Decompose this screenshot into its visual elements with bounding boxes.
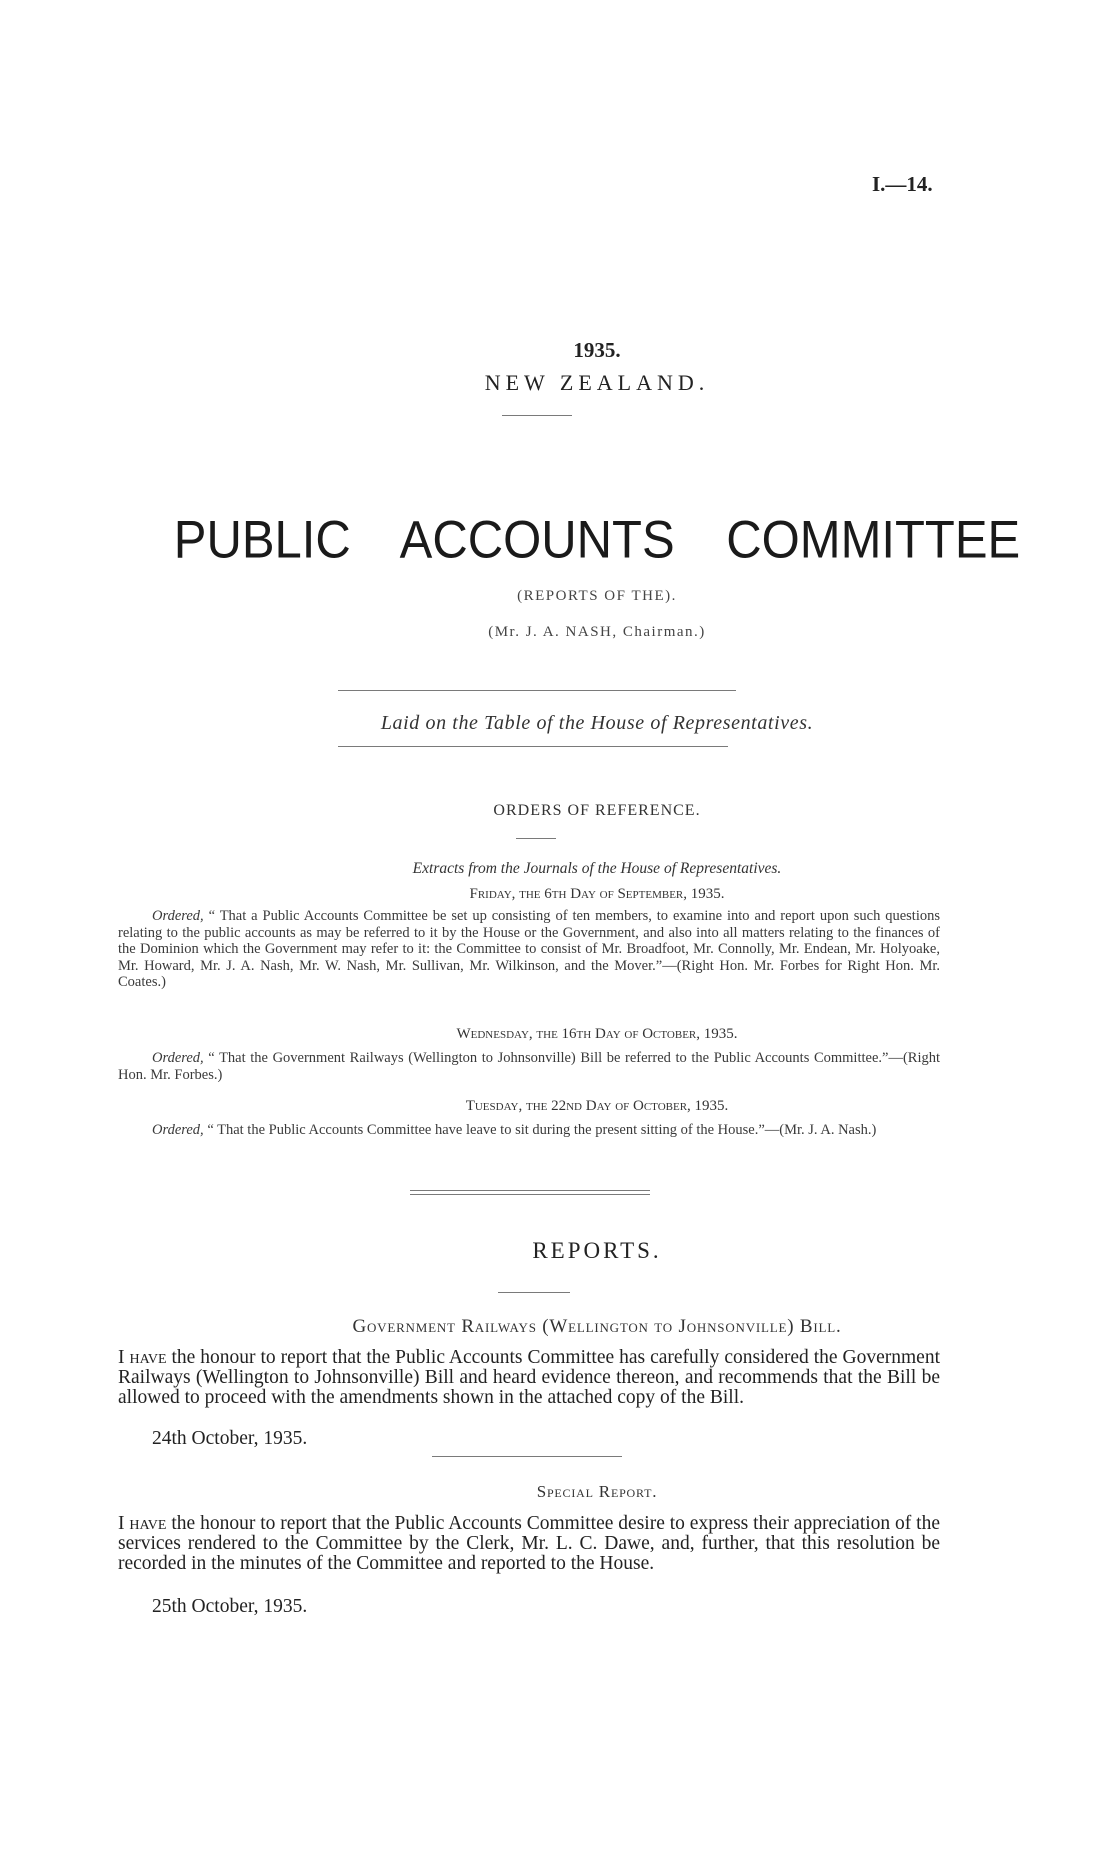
reports-heading: REPORTS.	[532, 1238, 662, 1263]
report-title: Government Railways (Wellington to Johnsonville) Bill.	[352, 1316, 842, 1337]
divider	[410, 1194, 650, 1195]
order-paragraph	[118, 1122, 940, 1139]
divider	[502, 415, 572, 416]
laid-on-table: Laid on the Table of the House of Representatives.	[380, 712, 814, 734]
report-paragraph	[118, 1348, 940, 1408]
ordered-label: Ordered,	[152, 1050, 204, 1066]
order-paragraph	[118, 1050, 940, 1083]
report-lead: I have	[118, 1347, 167, 1368]
main-title: PUBLIC ACCOUNTS COMMITTEE	[173, 511, 1021, 570]
order-date: Wednesday, the 16th Day of October, 1935.	[456, 1026, 738, 1042]
order-text: “ That a Public Accounts Committee be set up consisting of ten members, to examine into and report upon such questions relating to the public accounts as may be referred to it by the House or the Government, and also into all matters relating to the finances of the Dominion which the Government may refer to it: the Committee to consist of Mr. Broadfoot, Mr. Connolly, Mr. Endean, Mr. Holyoake, Mr. Howard, Mr. J. A. Nash, Mr. W. Nash, Mr. Sullivan, Mr. Wilkinson, and the Mover.”—(Right Hon. Mr. Forbes for Right Hon. Mr. Coates.)	[118, 908, 941, 990]
document-reference: I.—14.	[872, 172, 933, 196]
divider	[432, 1456, 622, 1457]
report-text: the honour to report that the Public Accounts Committee desire to express their appreciation of the services rendered to the Committee by the Clerk, Mr. L. C. Dawe, and, further, that this resolution be recorded in the minutes of the Committee and reported to the House.	[118, 1513, 941, 1574]
divider	[410, 1190, 650, 1191]
subtitle: (REPORTS OF THE).	[517, 588, 677, 604]
year: 1935.	[573, 338, 621, 362]
ordered-label: Ordered,	[152, 1122, 204, 1138]
divider	[338, 690, 736, 691]
order-paragraph	[118, 908, 940, 991]
chairman-line: (Mr. J. A. NASH, Chairman.)	[488, 624, 706, 640]
report-text: the honour to report that the Public Accounts Committee has carefully considered the Government Railways (Wellington to Johnsonville) Bill and heard evidence thereon, and recommends that the Bill be allowed to proceed with the amendments shown in the attached copy of the Bill.	[118, 1347, 941, 1408]
order-text: “ That the Government Railways (Wellington to Johnsonville) Bill be referred to the Public Accounts Committee.”—(Right Hon. Mr. Forbes.)	[118, 1050, 940, 1083]
report-lead: I have	[118, 1513, 167, 1534]
extracts-line: Extracts from the Journals of the House of Representatives.	[412, 860, 782, 877]
report-date: 25th October, 1935.	[152, 1596, 308, 1617]
ordered-label: Ordered,	[152, 908, 204, 924]
order-date: Tuesday, the 22nd Day of October, 1935.	[465, 1098, 729, 1114]
country: NEW ZEALAND.	[484, 370, 710, 395]
report-title: Special Report.	[536, 1482, 658, 1501]
report-date: 24th October, 1935.	[152, 1428, 308, 1449]
orders-heading: ORDERS OF REFERENCE.	[493, 802, 701, 819]
order-date: Friday, the 6th Day of September, 1935.	[469, 886, 725, 902]
divider	[516, 838, 556, 839]
report-paragraph	[118, 1514, 940, 1574]
order-text: “ That the Public Accounts Committee have leave to sit during the present sitting of the House.”—(Mr. J. A. Nash.)	[207, 1122, 877, 1138]
divider	[338, 746, 728, 747]
divider	[498, 1292, 570, 1293]
